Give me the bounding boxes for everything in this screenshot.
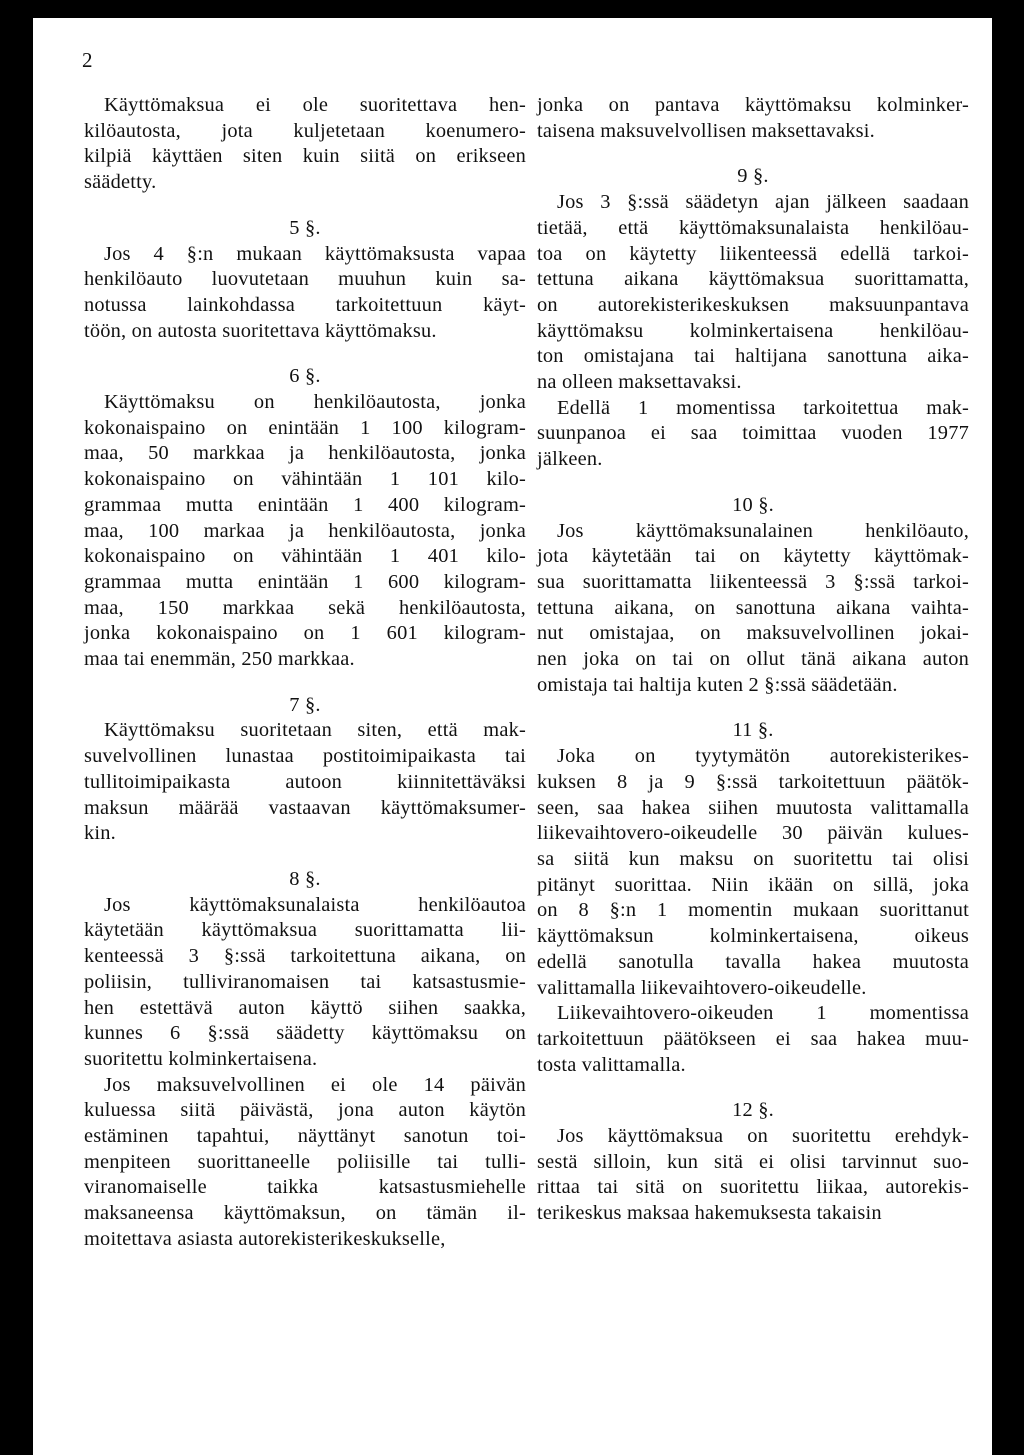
text-line: käyttömaksun kolminkertaisena, oikeus [537, 925, 969, 948]
text-line: Jos 4 §:n mukaan käyttömaksusta vapaa [104, 242, 526, 265]
text-line: tullitoimipaikasta autoon kiinnitettäväksi [84, 770, 526, 793]
text-line: tarkoitettuun päätökseen ei saa hakea muu- [537, 1027, 969, 1050]
text-line: terikeskus maksaa hakemuksesta takaisin [537, 1202, 882, 1225]
text-line: Joka on tyytymätön autorekisterikes- [557, 745, 969, 768]
section-heading: 8 §. [289, 867, 321, 890]
left-column [84, 93, 526, 1253]
text-line: kenteessä 3 §:ssä tarkoitettuna aikana, on [84, 945, 526, 968]
scan-border-top [0, 0, 1024, 18]
text-line: taisena maksuvelvollisen maksettavaksi. [537, 119, 875, 142]
text-line: käytetään käyttömaksua suorittamatta lii- [84, 919, 526, 942]
paragraph [84, 893, 526, 1073]
text-line: suoritettu kolminkertaisena. [84, 1047, 318, 1070]
right-column [537, 93, 969, 1227]
paragraph [537, 396, 969, 473]
paragraph [537, 1001, 969, 1078]
text-line: nen joka on tai on ollut tänä aikana auton [537, 648, 969, 671]
text-line: kilöautosta, jota kuljetetaan koenumero- [84, 119, 526, 142]
text-line: sua suorittamatta liikenteessä 3 §:ssä tarkoi- [537, 570, 969, 593]
text-line: tietää, että käyttömaksunalaista henkilöau- [537, 216, 969, 239]
text-line: Käyttömaksu suoritetaan siten, että mak- [104, 719, 526, 742]
text-line: edellä sanotulla tavalla hakea muutosta [537, 950, 969, 973]
text-line: estäminen tapahtui, näyttänyt sanotun toi- [84, 1125, 526, 1148]
section-heading: 5 §. [289, 216, 321, 239]
scan-border-right [992, 0, 1024, 1455]
paragraph [537, 190, 969, 396]
paragraph [537, 93, 969, 144]
paragraph [84, 390, 526, 673]
text-line: kuluessa siitä päivästä, jona auton käytön [84, 1099, 526, 1122]
text-line: kilpiä käyttäen siten kuin siitä on erikseen [84, 145, 526, 168]
text-line: töön, on autosta suoritettava käyttömaksu. [84, 319, 437, 342]
text-line: maksaneensa käyttömaksun, on tämän il- [84, 1202, 526, 1225]
text-line: suvelvollinen lunastaa postitoimipaikasta tai [84, 745, 526, 768]
text-line: moitettava asiasta autorekisterikeskukselle, [84, 1227, 446, 1250]
text-line: kunnes 6 §:ssä säädetty käyttömaksu on [84, 1022, 526, 1045]
text-line: Jos käyttömaksunalainen henkilöauto, [557, 519, 969, 542]
text-line: Jos käyttömaksunalaista henkilöautoa [104, 893, 526, 916]
section-heading: 7 §. [289, 693, 321, 716]
section-heading: 10 §. [732, 493, 774, 516]
text-line: viranomaiselle taikka katsastusmiehelle [84, 1176, 526, 1199]
text-line: Liikevaihtovero-oikeuden 1 momentissa [557, 1002, 969, 1025]
text-line: rittaa tai sitä on suoritettu liikaa, autorekis- [537, 1176, 969, 1199]
text-line: omistaja tai haltija kuten 2 §:ssä säädetään. [537, 673, 898, 696]
section-heading: 9 §. [737, 165, 769, 188]
text-line: jonka on pantava käyttömaksu kolminker- [537, 94, 969, 116]
text-line: maa, 50 markkaa ja henkilöautosta, jonka [84, 442, 526, 465]
text-line: maa tai enemmän, 250 markkaa. [84, 648, 355, 671]
paragraph [84, 1073, 526, 1253]
text-line: kokonaispaino on enintään 1 100 kilogram- [84, 416, 526, 439]
text-line: valittamalla liikevaihtovero-oikeudelle. [537, 976, 867, 999]
text-line: jonka kokonaispaino on 1 601 kilogram- [84, 622, 526, 645]
text-line: sa siitä kun maksu on suoritettu tai olisi [537, 847, 969, 870]
text-line: tosta valittamalla. [537, 1053, 686, 1076]
text-line: Edellä 1 momentissa tarkoitettua mak- [557, 396, 969, 419]
text-line: säädetty. [84, 171, 157, 194]
text-line: na olleen maksettavaksi. [537, 371, 742, 394]
text-line: kokonaispaino on vähintään 1 401 kilo- [84, 545, 526, 568]
text-line: pitänyt suorittaa. Niin ikään on sillä, joka [537, 873, 969, 896]
text-line: Jos maksuvelvollinen ei ole 14 päivän [104, 1073, 526, 1096]
text-line: kuksen 8 ja 9 §:ssä tarkoitettuun päätök- [537, 770, 969, 793]
text-line: suunpanoa ei saa toimittaa vuoden 1977 [537, 422, 969, 445]
text-line: hen estettävä auton käyttö siihen saakka, [84, 996, 526, 1019]
text-line: notussa lainkohdassa tarkoitettuun käyt- [84, 293, 526, 316]
paragraph [84, 242, 526, 345]
text-line: seen, saa hakea siihen muutosta valittamalla [537, 796, 969, 819]
text-line: ton omistajana tai haltijana sanottuna aika- [537, 345, 969, 368]
text-line: grammaa mutta enintään 1 600 kilogram- [84, 570, 526, 593]
paragraph [537, 1124, 969, 1227]
text-line: Jos 3 §:ssä säädetyn ajan jälkeen saadaan [557, 191, 969, 214]
text-line: Käyttömaksu on henkilöautosta, jonka [104, 391, 526, 414]
text-line: poliisin, tulliviranomaisen tai katsastusmie- [84, 970, 526, 993]
text-line: grammaa mutta enintään 1 400 kilogram- [84, 493, 526, 516]
text-line: on 8 §:n 1 momentin mukaan suorittanut [537, 899, 969, 922]
page-number: 2 [82, 48, 93, 72]
text-line: kin. [84, 822, 116, 845]
text-line: jälkeen. [537, 448, 603, 471]
text-line: tettuna aikana käyttömaksua suorittamatta, [537, 268, 969, 291]
text-line: käyttömaksu kolminkertaisena henkilöau- [537, 319, 969, 342]
section-heading: 6 §. [289, 365, 321, 388]
paragraph [537, 519, 969, 699]
text-line: maa, 150 markkaa sekä henkilöautosta, [84, 596, 526, 619]
text-line: menpiteen suorittaneelle poliisille tai tulli- [84, 1150, 526, 1173]
text-line: sestä silloin, kun sitä ei olisi tarvinnut suo- [537, 1150, 969, 1173]
text-line: toa on käytetty liikenteessä edellä tarkoi- [537, 242, 969, 265]
section-heading: 12 §. [732, 1099, 774, 1122]
text-line: Käyttömaksua ei ole suoritettava hen- [104, 94, 526, 116]
text-line: maksun määrää vastaavan käyttömaksumer- [84, 796, 526, 819]
text-line: henkilöauto luovutetaan muuhun kuin sa- [84, 268, 526, 291]
text-line: kokonaispaino on vähintään 1 101 kilo- [84, 468, 526, 491]
text-line: on autorekisterikeskuksen maksuunpantava [537, 293, 969, 316]
text-line: jota käytetään tai on käytetty käyttömak- [537, 545, 969, 568]
paragraph [84, 718, 526, 847]
text-line: maa, 100 markaa ja henkilöautosta, jonka [84, 519, 526, 542]
paragraph [84, 93, 526, 196]
text-line: tettuna aikana, on sanottuna aikana vaihta- [537, 596, 969, 619]
text-line: liikevaihtovero-oikeudelle 30 päivän kulues- [537, 822, 969, 845]
text-line: nut omistajaa, on maksuvelvollinen jokai- [537, 622, 969, 645]
section-heading: 11 §. [732, 719, 774, 742]
paragraph [537, 744, 969, 1001]
text-line: Jos käyttömaksua on suoritettu erehdyk- [557, 1125, 969, 1148]
scan-border-left [0, 0, 33, 1455]
